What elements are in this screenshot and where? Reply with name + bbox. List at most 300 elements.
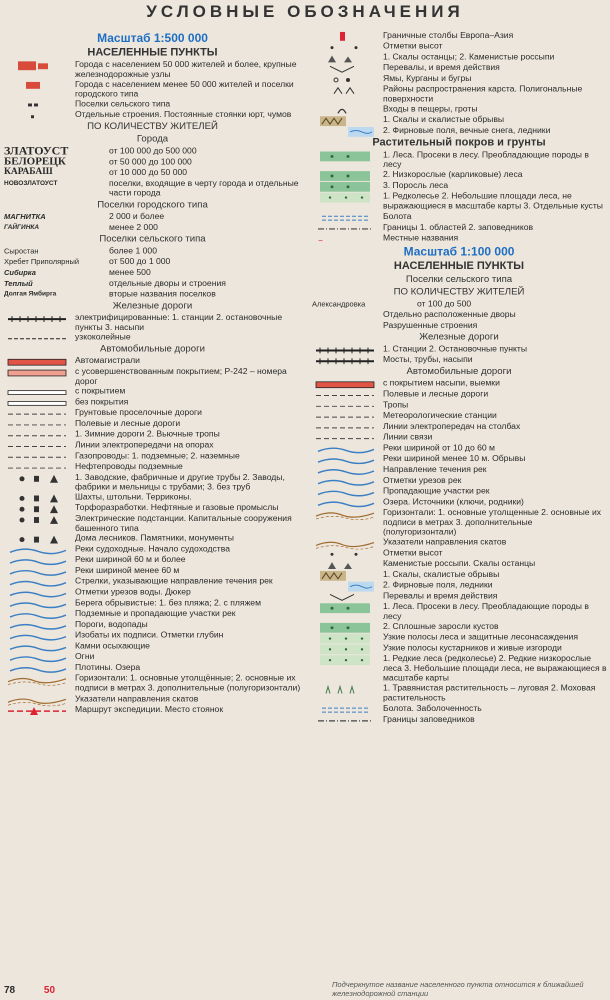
legend-text: Отдельные строения. Постоянные стоянки юрт, чумов	[75, 109, 292, 120]
legend-symbol	[308, 232, 383, 246]
legend-symbol	[308, 180, 383, 191]
legend-text: Торфоразработки. Нефтяные и газовые промыслы	[75, 502, 279, 513]
page-number	[4, 985, 55, 996]
legend-symbol	[0, 79, 75, 90]
legend-text: 2. Фирновые поля, ледники	[383, 579, 493, 590]
legend-row	[0, 555, 305, 566]
legend-row	[0, 157, 305, 168]
legend-text: узкоколейные	[75, 331, 131, 342]
legend-symbol	[308, 41, 383, 52]
scale-heading: Масштаб 1:100 000	[403, 244, 515, 258]
legend-text: 2 000 и более	[109, 210, 165, 221]
legend-symbol	[308, 410, 383, 421]
legend-row	[0, 587, 305, 598]
legend-row	[0, 407, 305, 418]
legend-symbol	[308, 114, 383, 125]
legend-symbol	[308, 590, 383, 601]
sample-label: Теплый	[4, 278, 33, 288]
legend-row	[0, 110, 305, 121]
legend-symbol	[308, 104, 383, 115]
legend-row	[308, 632, 610, 643]
legend-row	[308, 621, 610, 632]
legend-symbol	[0, 609, 75, 620]
legend-row	[0, 598, 305, 609]
legend-row	[0, 99, 305, 110]
legend-row	[0, 59, 305, 79]
legend-symbol	[0, 533, 75, 544]
legend-row	[308, 653, 610, 683]
section-heading: НАСЕЛЕННЫЕ ПУНКТЫ	[87, 46, 218, 59]
legend-symbol	[308, 343, 383, 354]
legend-text: 1. Станции 2. Остановочные пункты	[383, 343, 528, 353]
legend-text: Маршрут экспедиции. Место стоянок	[75, 703, 224, 714]
legend-row	[0, 450, 305, 461]
subsection-heading: Автомобильные дороги	[406, 365, 512, 377]
legend-text: менее 500	[109, 266, 151, 277]
legend-text: Стрелки, указывающие направление течения рек	[75, 576, 273, 586]
legend-symbol	[0, 407, 75, 418]
legend-text: от 100 000 до 500 000	[109, 146, 197, 156]
legend-row	[308, 30, 610, 41]
legend-symbol	[0, 396, 75, 407]
legend-symbol	[0, 59, 75, 70]
legend-row	[0, 366, 305, 386]
route-icon	[4, 705, 70, 717]
legend-row	[308, 507, 610, 537]
legend-row	[0, 609, 305, 620]
legend-row	[0, 396, 305, 407]
legend-text: 1. Редколесье 2. Небольшие площади леса, не выражающиеся в масштабе карты 3. Отдельные кусты	[383, 191, 603, 211]
legend-symbol	[308, 507, 383, 518]
legend-text: Горизонтали: 1. основные утолщённые; 2. основные их подписи в метрах 3. дополнительные (полугоризонтали)	[75, 673, 301, 693]
legend-row	[308, 703, 610, 714]
red-blocks-icon	[4, 60, 70, 72]
page-number-black: 78	[4, 985, 16, 996]
legend-row	[308, 431, 610, 442]
legend-row	[308, 52, 610, 63]
legend-row	[308, 191, 610, 211]
legend-symbol	[308, 421, 383, 432]
legend-row	[308, 683, 610, 703]
legend-text: Города с населением 50 000 жителей и более, крупные железнодорожные узлы	[75, 59, 297, 80]
legend-text: 3. Поросль леса	[383, 180, 449, 191]
legend-text: Болота. Заболоченность	[383, 702, 482, 713]
subsection-heading: Поселки сельского типа	[405, 273, 513, 285]
legend-symbol	[0, 502, 75, 513]
legend-row	[0, 704, 305, 715]
legend-symbol	[0, 565, 75, 576]
legend-symbol	[0, 355, 75, 366]
legend-symbol	[0, 386, 75, 397]
legend-text: Грунтовые проселочные дороги	[75, 407, 202, 418]
legend-text: Перевалы и время действия	[383, 590, 498, 601]
rail-icon	[4, 313, 70, 325]
legend-text: Отметки урезов воды. Дюкер	[75, 586, 191, 597]
red-road2-icon	[4, 367, 70, 379]
legend-row	[0, 79, 305, 99]
legend-row	[308, 354, 610, 365]
legend-text: отдельные дворы и строения	[109, 277, 226, 288]
legend-text: 1. Леса. Просеки в лесу. Преобладающие породы в лесу	[383, 149, 589, 170]
legend-text: 2. Низкорослые (карликовые) леса	[383, 169, 523, 180]
legend-text: Пропадающие участки рек	[383, 485, 490, 496]
legend-text: Узкие полосы кустарников и живые изгороди	[383, 642, 562, 653]
legend-text: Болота	[383, 210, 412, 221]
legend-symbol	[308, 569, 383, 580]
legend-text: Границы 1. областей 2. заповедников	[383, 221, 534, 232]
legend-text: Перевалы, и время действия	[383, 62, 500, 73]
icons-icon	[4, 473, 70, 485]
legend-row	[0, 222, 305, 233]
legend-row	[0, 673, 305, 693]
legend-row	[308, 180, 610, 191]
legend-symbol	[0, 461, 75, 472]
legend-row	[308, 464, 610, 475]
legend-row	[0, 652, 305, 663]
legend-text: Входы в пещеры, гроты	[383, 103, 478, 114]
subsection-heading: ПО КОЛИЧЕСТВУ ЖИТЕЛЕЙ	[393, 286, 525, 298]
tiny-icon	[4, 111, 70, 123]
legend-row	[308, 399, 610, 410]
legend-text: Линии электропередачи на опорах	[75, 439, 214, 450]
contour-icon	[312, 508, 378, 520]
legend-text: Районы распространения карста. Полигональные поверхности	[383, 83, 583, 104]
subsection-heading: Железные дороги	[419, 331, 499, 343]
legend-row	[0, 278, 305, 289]
legend-text: с покрытием	[75, 385, 126, 396]
legend-symbol	[308, 464, 383, 475]
legend-text: 1. Леса. Просеки в лесу. Преобладающие породы в лесу	[383, 601, 589, 621]
legend-row	[308, 343, 610, 354]
legend-text: 1. Скалы останцы; 2. Каменистые россыпи	[383, 51, 555, 62]
legend-text: вторые названия поселков	[109, 288, 216, 299]
legend-row	[308, 377, 610, 388]
legend-text: поселки, входящие в черту города и отдельные части города	[109, 178, 299, 199]
legend-row	[308, 496, 610, 507]
legend-symbol	[308, 431, 383, 442]
narrow-icon	[4, 333, 70, 345]
legend-text: электрифицированные: 1. станции 2. остановочные пункты 3. насыпи	[75, 311, 283, 332]
legend-text: Огни	[75, 651, 95, 662]
legend-symbol	[0, 673, 75, 684]
icons-icon	[4, 514, 70, 526]
legend-row	[308, 537, 610, 548]
legend-row	[0, 178, 305, 198]
legend-row	[0, 472, 305, 492]
legend-text: 1. Травянистая растительность – луговая 2. Моховая растительность	[383, 682, 596, 703]
legend-row	[308, 62, 610, 73]
legend-row	[0, 502, 305, 513]
legend-row	[308, 125, 610, 136]
legend-row	[0, 288, 305, 299]
legend-symbol	[308, 52, 383, 63]
legend-row	[308, 590, 610, 601]
legend-text: Указатели направления скатов	[383, 536, 507, 547]
legend-text: Линии электропередач на столбах	[383, 420, 521, 431]
legend-symbol	[308, 485, 383, 496]
legend-symbol	[0, 619, 75, 630]
legend-symbol	[308, 211, 383, 222]
footnote: Подчеркнутое название населенного пункта относится к ближайшей железнодорожной станции	[332, 980, 584, 998]
legend-text: Горизонтали: 1. основные утолщенные 2. основные их подписи в метрах 3. дополнительные (полугоризонтали)	[383, 506, 602, 537]
legend-symbol	[0, 641, 75, 652]
legend-symbol	[0, 662, 75, 673]
red-small-icon	[4, 80, 70, 92]
legend-text: 1. Редкие леса (редколесье) 2. Редкие низкорослые леса 3. Небольшие площади леса, не выражающиеся в масштабе карты	[383, 653, 607, 683]
legend-symbol	[308, 703, 383, 714]
legend-row	[308, 309, 610, 320]
legend-text: с усовершенствованным покрытием; Р-242 – номера дорог	[75, 365, 287, 386]
legend-text: Электрические подстанции. Капитальные сооружения башенного типа	[75, 513, 292, 533]
legend-symbol	[308, 150, 383, 161]
legend-row	[308, 41, 610, 52]
legend-text: Направление течения рек	[383, 463, 487, 474]
legend-symbol	[0, 312, 75, 323]
legend-text: Реки шириной от 10 до 60 м	[383, 442, 495, 452]
legend-row	[308, 211, 610, 222]
legend-text: Города с населением менее 50 000 жителей и поселки городского типа	[75, 79, 294, 99]
legend-text: от 10 000 до 50 000	[109, 167, 188, 178]
subsection-heading: Автомобильные дороги	[100, 343, 205, 355]
legend-symbol	[0, 366, 75, 377]
legend-symbol	[0, 630, 75, 641]
legend-text: Дома лесников. Памятники, монументы	[75, 533, 234, 543]
legend-symbol	[0, 598, 75, 609]
legend-text: Метеорологические станции	[383, 409, 497, 420]
legend-text: Каменистые россыпи. Скалы останцы	[383, 558, 536, 568]
legend-row	[308, 453, 610, 464]
legend-text: Поселки сельского типа	[75, 98, 171, 109]
legend-row	[0, 492, 305, 503]
subsection-heading: Поселки сельского типа	[99, 233, 206, 245]
legend-row	[308, 714, 610, 725]
legend-symbol	[0, 576, 75, 587]
legend-text: Отдельно расположенные дворы	[383, 308, 516, 319]
legend-row	[0, 440, 305, 451]
legend-text: от 500 до 1 000	[109, 255, 171, 266]
legend-row	[0, 513, 305, 533]
legend-text: Пороги, водопады	[75, 619, 148, 630]
legend-symbol	[308, 453, 383, 464]
svg-text:~: ~	[318, 236, 323, 246]
legend-text: 1. Скалы, скалистые обрывы	[383, 568, 500, 579]
legend-row	[308, 298, 610, 309]
scale-heading: Масштаб 1:500 000	[97, 30, 208, 45]
legend-symbol	[0, 704, 75, 715]
legend-text: Полевые и лесные дороги	[383, 388, 489, 399]
legend-row	[308, 114, 610, 125]
legend-text: Озера. Источники (ключи, родники)	[383, 496, 524, 506]
legend-text: Разрушенные строения	[383, 319, 478, 330]
legend-symbol	[308, 84, 383, 95]
legend-text: более 1 000	[109, 245, 157, 255]
legend-symbol	[308, 474, 383, 485]
legend-symbol	[308, 62, 383, 73]
legend-text: Тропы	[383, 399, 409, 409]
legend-row	[0, 386, 305, 397]
legend-row	[308, 558, 610, 569]
legend-text: Ямы, Курганы и бугры	[383, 73, 472, 83]
legend-symbol	[308, 354, 383, 365]
legend-symbol	[308, 632, 383, 643]
sparse-icon	[312, 192, 378, 204]
legend-row	[0, 312, 305, 332]
legend-row	[308, 442, 610, 453]
legend-text: Отметки высот	[383, 40, 443, 51]
legend-symbol	[0, 99, 75, 110]
sample-label: Хребет Приполярный	[4, 256, 80, 266]
glacier-icon	[312, 126, 378, 138]
legend-symbol	[0, 513, 75, 524]
section-heading: Растительный покров и грунты	[372, 137, 546, 149]
legend-symbol	[308, 377, 383, 388]
legend-text: 1. Скалы и скалистые обрывы	[383, 114, 505, 125]
legend-symbol	[308, 643, 383, 654]
legend-text: 1. Зимние дороги 2. Вьючные тропы	[75, 428, 220, 439]
legend-row	[0, 267, 305, 278]
legend-symbol	[308, 496, 383, 507]
legend-row	[308, 580, 610, 591]
legend-symbol	[308, 653, 383, 664]
legend-symbol	[0, 440, 75, 451]
border-icon	[312, 715, 378, 727]
legend-row	[0, 211, 305, 222]
legend-symbol	[0, 450, 75, 461]
legend-symbol	[308, 388, 383, 399]
legend-text: Отметки высот	[383, 547, 443, 558]
legend-text: 2. Фирновые поля, вечные снега, ледники	[383, 125, 551, 136]
legend-symbol	[308, 399, 383, 410]
sample-label: Александровка	[312, 299, 366, 308]
sample-label: Сибирка	[4, 267, 36, 277]
legend-symbol	[0, 492, 75, 503]
legend-symbol	[0, 587, 75, 598]
contour-icon	[4, 674, 70, 686]
legend-row	[0, 245, 305, 256]
legend-symbol	[308, 621, 383, 632]
sample-label: БЕЛОРЕЦК	[4, 155, 66, 168]
right-column	[308, 30, 610, 998]
legend-text: 1. Заводские, фабричные и другие трубы 2. Заводы, фабрики и мельницы с трубами; 3. без труб	[75, 471, 285, 492]
legend-text: без покрытия	[75, 396, 129, 407]
legend-row	[0, 693, 305, 704]
sample-label: МАГНИТКА	[4, 211, 46, 221]
legend-text: 2. Сплошные заросли кустов	[383, 620, 499, 631]
legend-symbol	[308, 683, 383, 694]
legend-text: Нефтепроводы подземные	[75, 461, 183, 471]
legend-text: Реки шириной менее 10 м. Обрывы	[383, 452, 526, 463]
legend-text: Камни осыхающие	[75, 640, 150, 651]
legend-text: Берега обрывистые: 1. без пляжа; 2. с пляжем	[75, 597, 261, 608]
legend-symbol	[308, 580, 383, 591]
legend-symbol	[0, 652, 75, 663]
legend-row	[308, 601, 610, 621]
legend-symbol	[308, 125, 383, 136]
legend-symbol	[0, 418, 75, 429]
legend-row	[308, 150, 610, 170]
legend-text: Реки шириной менее 60 м	[75, 565, 180, 576]
legend-symbol	[308, 558, 383, 569]
legend-symbol	[0, 555, 75, 566]
legend-row	[308, 643, 610, 654]
legend-symbol	[308, 714, 383, 725]
legend-row	[308, 547, 610, 558]
sample-label: КАРАБАШ	[4, 167, 53, 178]
legend-row	[308, 474, 610, 485]
legend-text: Изобаты их подписи. Отметки глубин	[75, 630, 224, 640]
legend-row	[308, 170, 610, 181]
sample-label: Долгая Ямбирга	[4, 290, 57, 298]
legend-text: Указатели направления скатов	[75, 692, 199, 703]
section-heading: НАСЕЛЕННЫЕ ПУНКТЫ	[393, 259, 525, 272]
sample-label: ГАЙГИНКА	[4, 223, 40, 231]
legend-text: с покрытием насыпи, выемки	[383, 377, 500, 388]
subsection-heading: Железные дороги	[112, 300, 193, 311]
legend-symbol	[0, 110, 75, 121]
legend-symbol	[308, 222, 383, 233]
legend-row	[0, 533, 305, 544]
legend-row	[0, 576, 305, 587]
legend-symbol	[308, 442, 383, 453]
legend-text: от 100 до 500	[417, 298, 472, 308]
legend-symbol	[0, 332, 75, 343]
rail-icon	[312, 355, 378, 367]
legend-text: Автомагистрали	[75, 355, 140, 365]
page-title: УСЛОВНЫЕ ОБОЗНАЧЕНИЯ	[146, 2, 464, 21]
forest-icon	[312, 602, 378, 614]
legend-symbol	[308, 309, 383, 320]
legend-row	[308, 421, 610, 432]
left-column	[0, 30, 305, 998]
legend-symbol	[0, 544, 75, 555]
legend-text: менее 2 000	[109, 221, 158, 232]
legend-text: Линии связи	[383, 431, 433, 442]
legend-row	[0, 332, 305, 343]
legend-symbol	[308, 170, 383, 181]
legend-symbol	[308, 30, 383, 41]
sparse-icon	[312, 654, 378, 666]
sample-label: ЗЛАТОУСТ	[4, 144, 69, 158]
legend-row	[0, 565, 305, 576]
legend-text: Местные названия	[383, 232, 459, 243]
legend-row	[0, 641, 305, 652]
legend-row	[308, 73, 610, 84]
legend-row	[308, 410, 610, 421]
legend-text: от 50 000 до 100 000	[109, 156, 192, 167]
legend-row	[0, 662, 305, 673]
forest-icon	[312, 151, 378, 163]
legend-text: Реки судоходные. Начало судоходства	[75, 543, 230, 554]
legend-row	[0, 168, 305, 179]
legend-row	[308, 569, 610, 580]
legend-text: Граничные столбы Европа–Азия	[383, 30, 514, 40]
subsection-heading: Города	[136, 134, 169, 146]
page-number-red: 50	[43, 985, 56, 996]
legend-symbol	[0, 472, 75, 483]
legend-symbol	[308, 601, 383, 612]
legend-text: Мосты, трубы, насыпи	[383, 353, 473, 364]
grass-icon	[312, 684, 378, 696]
legend-row	[308, 232, 610, 246]
legend-row	[0, 619, 305, 630]
legend-symbol	[308, 73, 383, 84]
legend-row	[0, 418, 305, 429]
legend-row	[0, 630, 305, 641]
legend-text: Плотины. Озера	[75, 662, 141, 673]
sample-label: Сыростан	[4, 246, 39, 255]
legend-row	[0, 256, 305, 267]
sample-label: НОВОЗЛАТОУСТ	[4, 180, 58, 188]
